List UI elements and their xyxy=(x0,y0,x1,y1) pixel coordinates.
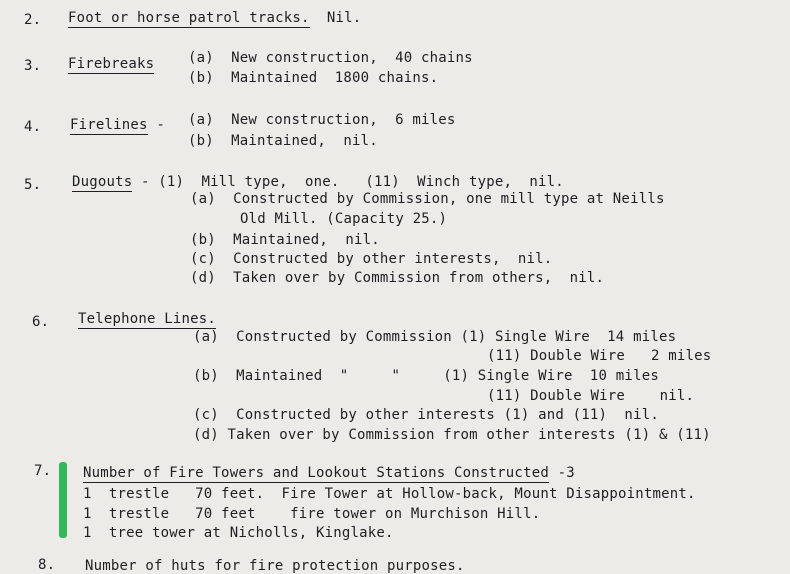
section-4-line-b: (b) Maintained, nil. xyxy=(188,133,378,149)
section-8-number: 8. xyxy=(38,557,56,573)
section-6-number: 6. xyxy=(32,314,50,330)
section-7-title-row xyxy=(83,465,575,481)
section-6-line-b1: (b) Maintained " " (1) Single Wire 10 miles xyxy=(193,368,659,384)
section-5-number: 5. xyxy=(24,177,42,193)
section-5-head-row: Dugouts - (1) Mill type, one. (11) Winch type, nil. xyxy=(72,174,564,190)
section-7-line-2: 1 trestle 70 feet fire tower on Murchison Hill. xyxy=(83,506,541,522)
highlight-marker xyxy=(59,462,67,538)
section-5-title: Dugouts xyxy=(72,174,133,190)
section-5-line-d: (d) Taken over by Commission from others, nil. xyxy=(190,270,605,286)
section-5-line-b: (b) Maintained, nil. xyxy=(190,232,380,248)
section-3-title: Firebreaks xyxy=(68,56,155,72)
section-3-line-a: (a) New construction, 40 chains xyxy=(188,50,473,66)
section-5-line-c: (c) Constructed by other interests, nil. xyxy=(190,251,553,267)
section-2-value: Nil. xyxy=(326,10,362,26)
section-4-number: 4. xyxy=(24,119,42,135)
section-3-number: 3. xyxy=(24,58,42,74)
section-2-title: Foot or horse patrol tracks. xyxy=(68,10,310,26)
section-8-title: Number of huts for fire protection purposes. xyxy=(85,558,465,574)
section-7-title: Number of Fire Towers and Lookout Stations Constructed xyxy=(83,465,549,481)
section-2-row xyxy=(68,10,361,26)
section-6-title: Telephone Lines. xyxy=(78,311,217,327)
section-6-line-d: (d) Taken over by Commission from other interests (1) & (11) xyxy=(193,427,711,443)
section-4-title: Firelines xyxy=(70,117,148,133)
section-6-line-c: (c) Constructed by other interests (1) and (11) nil. xyxy=(193,407,659,423)
section-5-line-a1: (a) Constructed by Commission, one mill type at Neills xyxy=(190,191,665,207)
section-5-line-a2: Old Mill. (Capacity 25.) xyxy=(240,211,448,227)
section-7-line-1: 1 trestle 70 feet. Fire Tower at Hollow-back, Mount Disappointment. xyxy=(83,486,696,502)
section-6-line-a2: (11) Double Wire 2 miles xyxy=(487,348,712,364)
section-7-count: -3 xyxy=(557,465,575,481)
section-4-title-row: Firelines - xyxy=(70,117,165,133)
section-7-number: 7. xyxy=(34,463,52,479)
section-7-line-3: 1 tree tower at Nicholls, Kinglake. xyxy=(83,525,394,541)
section-2-number: 2. xyxy=(24,12,42,28)
section-4-line-a: (a) New construction, 6 miles xyxy=(188,112,456,128)
section-6-line-a1: (a) Constructed by Commission (1) Single Wire 14 miles xyxy=(193,329,677,345)
section-6-line-b2: (11) Double Wire nil. xyxy=(487,388,695,404)
section-3-line-b: (b) Maintained 1800 chains. xyxy=(188,70,439,86)
